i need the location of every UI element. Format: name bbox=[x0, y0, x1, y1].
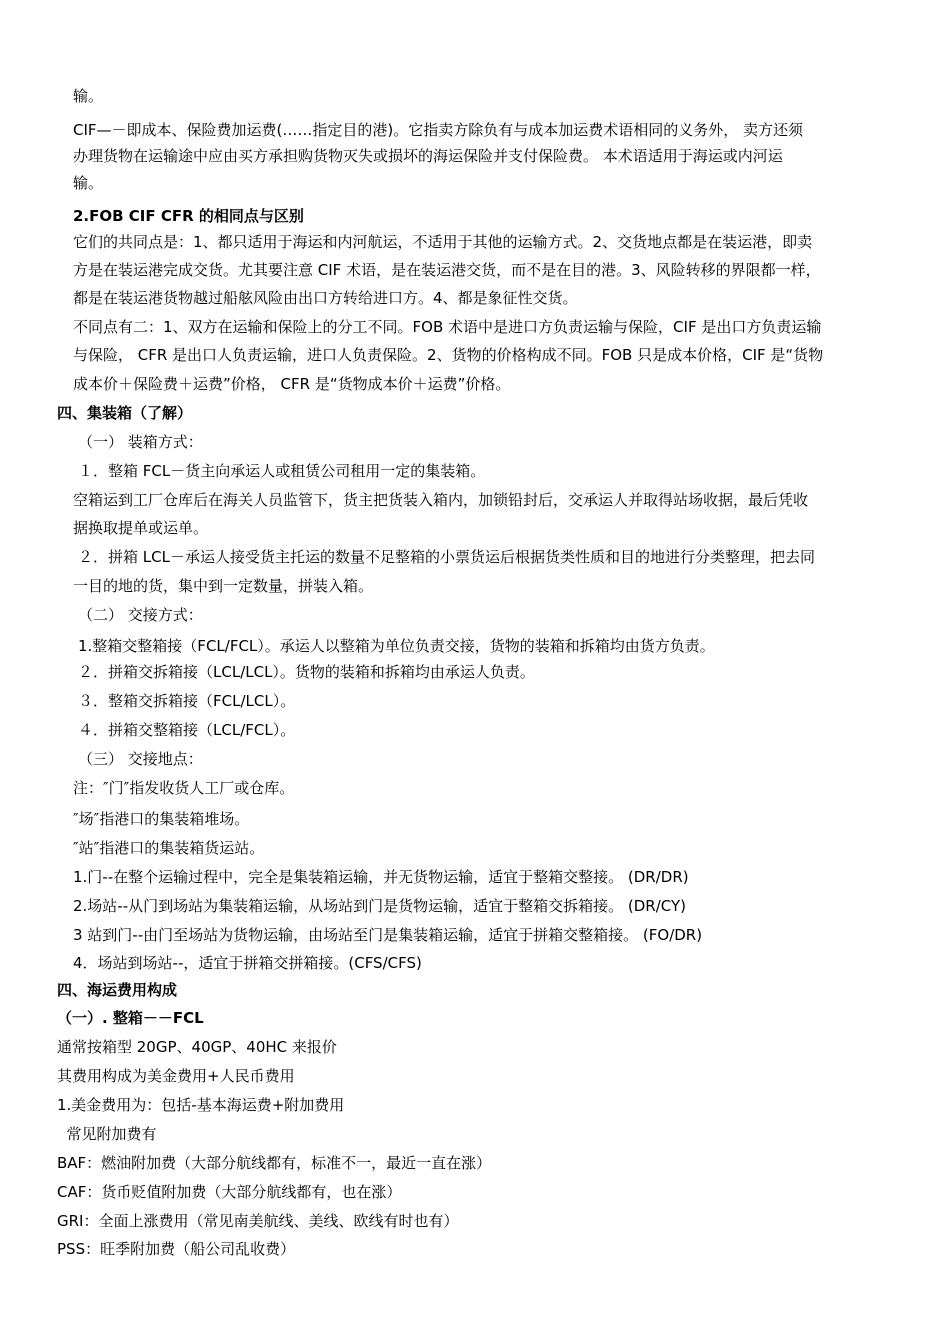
subsection-heading: （一） 装箱方式： bbox=[78, 433, 203, 451]
text-line: 成本价＋保险费＋运费”价格， CFR 是“货物成本价＋运费”价格。 bbox=[73, 375, 511, 393]
text-line: CAF：货币贬值附加费（大部分航线都有，也在涨） bbox=[57, 1183, 402, 1201]
text-line: 1.整箱交整箱接（FCL/FCL）。承运人以整箱为单位负责交接，货物的装箱和拆箱均由货方负责。 bbox=[78, 637, 715, 655]
text-line: 方是在装运港完成交货。尤其要注意 CIF 术语，是在装运港交货，而不是在目的港。3、风险转移的界限都一样， bbox=[73, 261, 821, 279]
text-line: 都是在装运港货物越过船舷风险由出口方转给进口方。4、都是象征性交货。 bbox=[73, 289, 578, 307]
text-line: 2.场站--从门到场站为集装箱运输，从场站到门是货物运输，适宜于整箱交拆箱接。 (DR/CY) bbox=[73, 897, 687, 915]
text-line: 输。 bbox=[73, 87, 104, 105]
text-line: 1.美金费用为：包括-基本海运费+附加费用 bbox=[57, 1096, 345, 1114]
text-line: 1.门--在整个运输过程中，完全是集装箱运输，并无货物运输，适宜于整箱交整接。 (DR/DR) bbox=[73, 868, 689, 886]
text-line: PSS：旺季附加费（船公司乱收费） bbox=[57, 1240, 296, 1258]
text-line: 输。 bbox=[73, 174, 104, 192]
text-line: CIF—－即成本、保险费加运费(……指定目的港)。它指卖方除负有与成本加运费术语相同的义务外， 卖方还须 bbox=[73, 121, 804, 139]
text-line: ″场″指港口的集装箱堆场。 bbox=[73, 810, 250, 828]
text-line: ４．拼箱交整箱接（LCL/FCL）。 bbox=[78, 721, 296, 739]
section-heading: 四、集装箱（了解） bbox=[57, 404, 193, 422]
text-line: 它们的共同点是：1、都只适用于海运和内河航运，不适用于其他的运输方式。2、交货地点都是在装运港，即卖 bbox=[73, 233, 813, 251]
text-line: 不同点有二：1、双方在运输和保险上的分工不同。FOB 术语中是进口方负责运输与保险，CIF 是出口方负责运输 bbox=[73, 318, 822, 336]
text-line: BAF：燃油附加费（大部分航线都有，标准不一，最近一直在涨） bbox=[57, 1154, 492, 1172]
text-line: ″站″指港口的集装箱货运站。 bbox=[73, 839, 265, 857]
text-line: 一目的地的货，集中到一定数量，拼装入箱。 bbox=[73, 577, 374, 595]
text-line: 办理货物在运输途中应由买方承担购货物灭失或损坏的海运保险并支付保险费。 本术语适用于海运或内河运 bbox=[73, 147, 783, 165]
subsection-heading: （三） 交接地点： bbox=[78, 750, 203, 768]
text-line: ３．整箱交拆箱接（FCL/LCL）。 bbox=[78, 692, 296, 710]
text-line: 据换取提单或运单。 bbox=[73, 519, 209, 537]
section-heading: 四、海运费用构成 bbox=[57, 981, 178, 999]
subsection-heading: （一）. 整箱－－FCL bbox=[57, 1009, 204, 1027]
text-line: GRI：全面上涨费用（常见南美航线、美线、欧线有时也有） bbox=[57, 1212, 459, 1230]
text-line: 3 站到门--由门至场站为货物运输，由场站至门是集装箱运输，适宜于拼箱交整箱接。 (FO/DR) bbox=[73, 926, 703, 944]
text-line: 通常按箱型 20GP、40GP、40HC 来报价 bbox=[57, 1038, 337, 1056]
text-line: 常见附加费有 bbox=[57, 1125, 157, 1143]
text-line: ２．拼箱 LCL－承运人接受货主托运的数量不足整箱的小票货运后根据货类性质和目的地进行分类整理，把去同 bbox=[78, 548, 815, 566]
text-line: 与保险， CFR 是出口人负责运输，进口人负责保险。2、货物的价格构成不同。FOB 只是成本价格，CIF 是“货物 bbox=[73, 346, 824, 364]
text-line: 空箱运到工厂仓库后在海关人员监管下，货主把货装入箱内，加锁铅封后，交承运人并取得站场收据，最后凭收 bbox=[73, 491, 809, 509]
subsection-heading: （二） 交接方式： bbox=[78, 606, 203, 624]
text-line: ２．拼箱交拆箱接（LCL/LCL）。货物的装箱和拆箱均由承运人负责。 bbox=[78, 663, 535, 681]
text-line: 其费用构成为美金费用+人民币费用 bbox=[57, 1067, 295, 1085]
section-heading: 2.FOB CIF CFR 的相同点与区别 bbox=[73, 207, 304, 225]
text-line: 注：″门″指发收货人工厂或仓库。 bbox=[73, 779, 295, 797]
text-line: １．整箱 FCL－货主向承运人或租赁公司租用一定的集装箱。 bbox=[78, 462, 486, 480]
text-line: 4．场站到场站--，适宜于拼箱交拼箱接。(CFS/CFS) bbox=[73, 954, 422, 972]
